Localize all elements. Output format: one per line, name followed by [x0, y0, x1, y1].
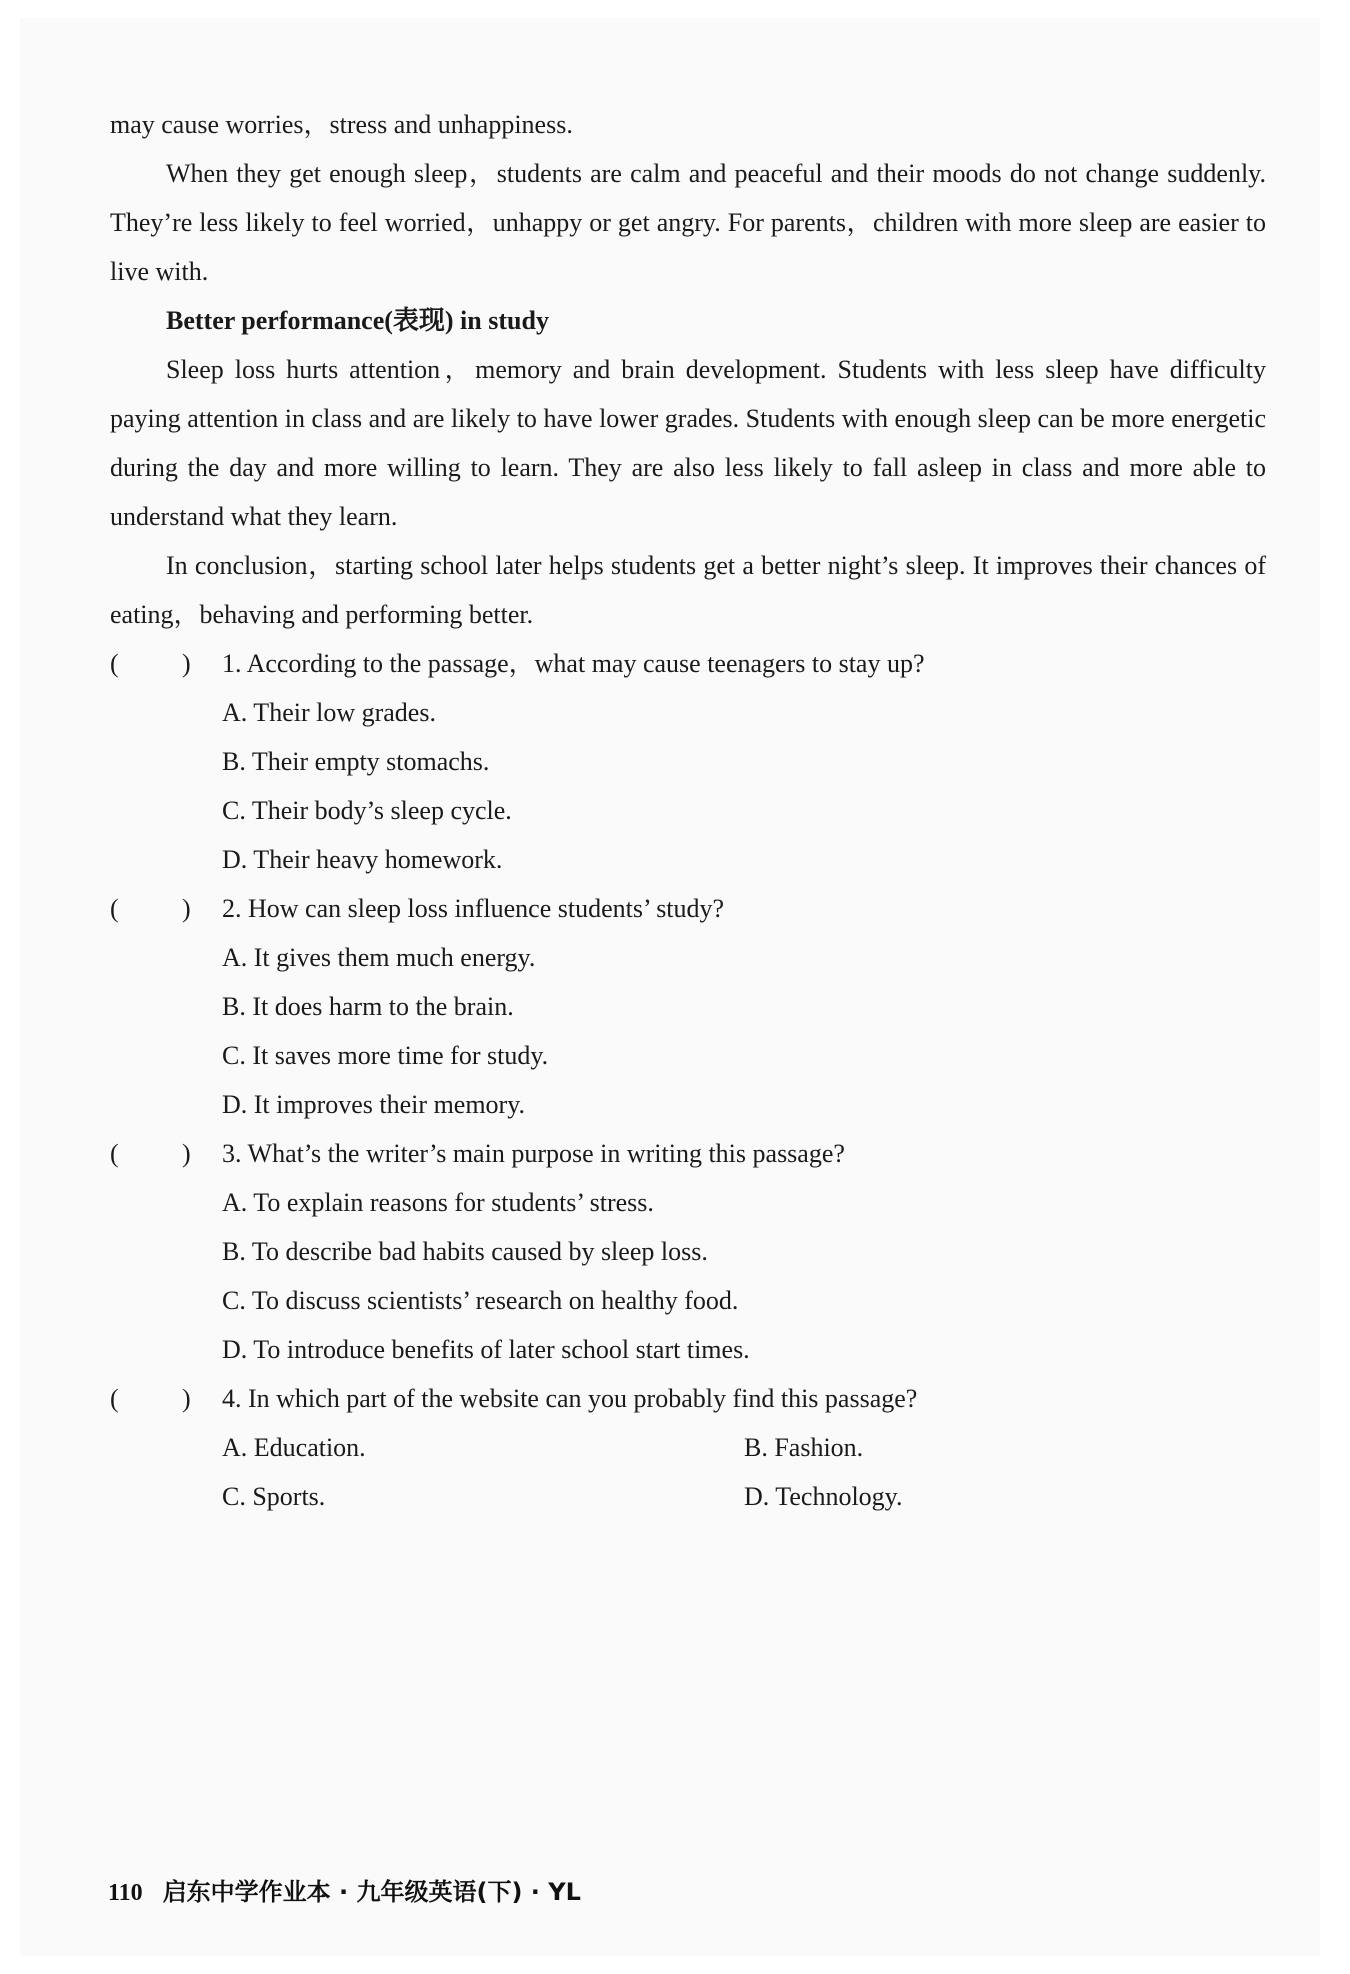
answer-blank-open[interactable]: ( — [110, 649, 119, 678]
option: D. To introduce benefits of later school start times. — [222, 1335, 750, 1364]
page-number: 110 — [108, 1880, 143, 1906]
option: D. Their heavy homework. — [222, 845, 503, 874]
option: A. Their low grades. — [222, 698, 436, 727]
option: A. Education. — [222, 1433, 366, 1462]
question-number: 3. — [222, 1139, 242, 1168]
option: D. It improves their memory. — [222, 1090, 526, 1119]
question-text: In which part of the website can you probably find this passage? — [248, 1384, 918, 1413]
question-4 — [110, 1374, 1266, 1423]
option: B. Their empty stomachs. — [222, 747, 490, 776]
option: C. Sports. — [222, 1482, 326, 1511]
question-number: 4. — [222, 1384, 242, 1413]
question-3 — [110, 1129, 1266, 1178]
option: B. It does harm to the brain. — [222, 992, 514, 1021]
options-row — [110, 1423, 1266, 1472]
option: C. To discuss scientists’ research on healthy food. — [222, 1286, 739, 1315]
answer-blank-open[interactable]: ( — [110, 1384, 119, 1413]
passage-paragraph: Sleep loss hurts attention，memory and brain development. Students with less sleep have difficulty paying attention in class and are likely to have lower grades. Students with enough sleep can be more energetic during the day and more willing to learn. They are also less likely to fall asleep in class and more able to understand what they learn. — [110, 355, 1266, 531]
option: D. Technology. — [744, 1482, 903, 1511]
question-text: How can sleep loss influence students’ study? — [248, 894, 725, 923]
option: B. Fashion. — [744, 1433, 864, 1462]
passage-paragraph: In conclusion，starting school later helps students get a better night’s sleep. It improves their chances of eating，behaving and performing better. — [110, 551, 1266, 629]
option: C. It saves more time for study. — [222, 1041, 549, 1070]
answer-blank-close: ) — [182, 649, 191, 678]
options-row — [110, 1472, 1266, 1521]
book-title: 启东中学作业本 · 九年级英语(下) · YL — [162, 1878, 581, 1906]
content — [110, 100, 1266, 1521]
option: A. It gives them much energy. — [222, 943, 536, 972]
question-text: What’s the writer’s main purpose in writing this passage? — [247, 1139, 845, 1168]
option: B. To describe bad habits caused by sleep loss. — [222, 1237, 708, 1266]
passage-paragraph: may cause worries，stress and unhappiness. — [110, 110, 573, 139]
answer-blank-close: ) — [182, 1384, 191, 1413]
answer-blank-close: ) — [182, 894, 191, 923]
option: C. Their body’s sleep cycle. — [222, 796, 512, 825]
passage-paragraph: When they get enough sleep，students are calm and peaceful and their moods do not change suddenly. They’re less likely to feel worried，unhappy or get angry. For parents，children with more sleep are easier to live with. — [110, 159, 1266, 286]
answer-blank-open[interactable]: ( — [110, 1139, 119, 1168]
page-footer — [108, 1872, 581, 1907]
option: A. To explain reasons for students’ stress. — [222, 1188, 654, 1217]
answer-blank-close: ) — [182, 1139, 191, 1168]
question-number: 2. — [222, 894, 242, 923]
section-heading: Better performance(表现) in study — [166, 306, 549, 335]
question-text: According to the passage，what may cause teenagers to stay up? — [246, 649, 925, 678]
question-number: 1. — [222, 649, 242, 678]
question-1 — [110, 639, 1266, 688]
question-2 — [110, 884, 1266, 933]
answer-blank-open[interactable]: ( — [110, 894, 119, 923]
